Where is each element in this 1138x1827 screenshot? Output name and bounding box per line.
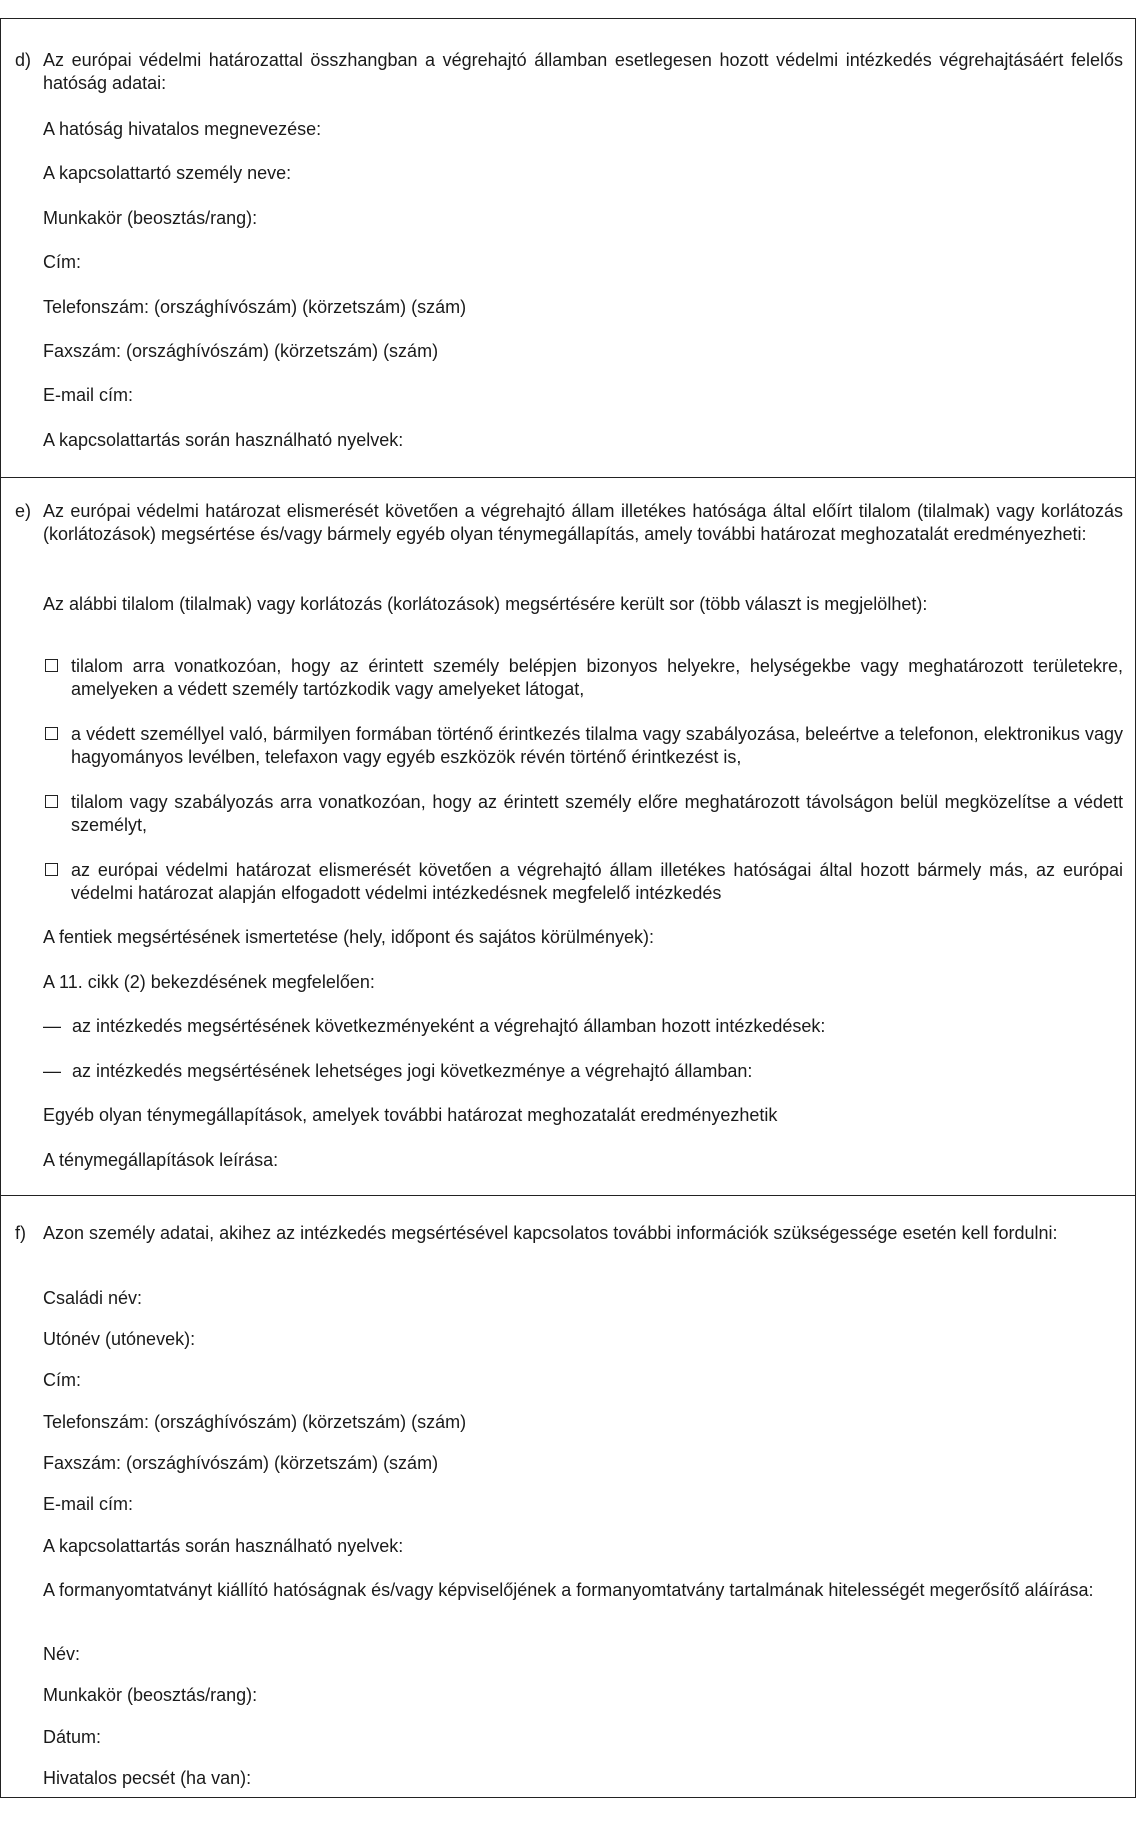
section-e-label: e) <box>15 501 32 521</box>
section-e <box>1 477 1135 1195</box>
option-1-label: tilalom arra vonatkozóan, hogy az érintett személy belépjen bizonyos helyekre, helységekbe vagy meghatározott területekre, amelyeken a védett személy tartózkodik vagy amelyeket látogat, <box>71 656 1123 699</box>
article-reference: A 11. cikk (2) bekezdésének megfelelően: <box>43 972 375 992</box>
option-3-checkbox[interactable] <box>45 795 58 808</box>
form-table <box>0 18 1136 1798</box>
contact-email-field: E-mail cím: <box>43 1494 133 1514</box>
section-e-heading: Az európai védelmi határozat elismerését követően a végrehajtó állam illetékes hatósága által előírt tilalom (tilalmak) vagy korlátozás (korlátozások) megsértése és/vagy bármely egyéb olyan ténymegállapítás, amely további határozat meghozatalát eredményezheti: <box>43 501 1123 544</box>
option-3-label: tilalom vagy szabályozás arra vonatkozóan, hogy az érintett személy előre meghatározott távolságon belül megközelítse a védett személyt, <box>71 792 1123 835</box>
email-field: E-mail cím: <box>43 385 133 405</box>
option-2-checkbox[interactable] <box>45 727 58 740</box>
option-4-label: az európai védelmi határozat elismerését követően a végrehajtó állam illetékes hatóságai által hozott bármely más, az európai védelmi határozat alapján elfogadott védelmi intézkedésnek megfelelő intézkedés <box>71 860 1123 903</box>
section-d-label: d) <box>15 50 32 70</box>
dash-1: — <box>43 1016 61 1036</box>
section-d-heading: Az európai védelmi határozattal összhangban a végrehajtó államban esetlegesen hozott védelmi intézkedés végrehajtásáért felelős hatóság adatai: <box>43 50 1123 93</box>
findings-description-field: A ténymegállapítások leírása: <box>43 1150 279 1170</box>
dash-2: — <box>43 1061 61 1081</box>
authority-name-field: A hatóság hivatalos megnevezése: <box>43 119 322 139</box>
option-4-checkbox[interactable] <box>45 863 58 876</box>
phone-field: Telefonszám: (országhívószám) (körzetszám) (szám) <box>43 297 467 317</box>
fax-field: Faxszám: (országhívószám) (körzetszám) (szám) <box>43 341 439 361</box>
option-2-label: a védett személlyel való, bármilyen formában történő érintkezés tilalma vagy szabályozása, beleértve a telefonon, elektronikus vagy hagyományos levélben, telefaxon vagy egyéb eszközök révén történő érintkezést is, <box>71 724 1123 767</box>
contact-address-field: Cím: <box>43 1370 81 1390</box>
other-findings-label: Egyéb olyan ténymegállapítások, amelyek további határozat meghozatalát eredményezhetik <box>43 1105 778 1125</box>
official-stamp-field: Hivatalos pecsét (ha van): <box>43 1768 252 1788</box>
given-names-field: Utónév (utónevek): <box>43 1329 196 1349</box>
contact-fax-field: Faxszám: (országhívószám) (körzetszám) (szám) <box>43 1453 439 1473</box>
contact-phone-field: Telefonszám: (országhívószám) (körzetszám) (szám) <box>43 1412 467 1432</box>
date-field: Dátum: <box>43 1727 102 1747</box>
signature-statement: A formanyomtatványt kiállító hatóságnak és/vagy képviselőjének a formanyomtatvány tartalmának hitelességét megerősítő aláírása: <box>43 1580 1094 1600</box>
contact-languages-field: A kapcsolattartás során használható nyelvek: <box>43 1536 404 1556</box>
signer-name-field: Név: <box>43 1644 81 1664</box>
section-f-heading: Azon személy adatai, akihez az intézkedés megsértésével kapcsolatos további információk szükségessége esetén kell fordulni: <box>43 1223 1058 1243</box>
option-1-checkbox[interactable] <box>45 659 58 672</box>
legal-consequences-field: az intézkedés megsértésének lehetséges jogi következménye a végrehajtó államban: <box>72 1061 753 1081</box>
measures-taken-field: az intézkedés megsértésének következményeként a végrehajtó államban hozott intézkedések: <box>72 1016 826 1036</box>
contact-person-field: A kapcsolattartó személy neve: <box>43 163 292 183</box>
position-field: Munkakör (beosztás/rang): <box>43 208 258 228</box>
violation-intro: Az alábbi tilalom (tilalmak) vagy korlátozás (korlátozások) megsértésére került sor (több választ is megjelölhet): <box>43 594 928 614</box>
section-f <box>1 1195 1135 1797</box>
section-f-label: f) <box>15 1223 26 1243</box>
family-name-field: Családi név: <box>43 1288 143 1308</box>
languages-field: A kapcsolattartás során használható nyelvek: <box>43 430 404 450</box>
section-d <box>1 19 1135 477</box>
address-field: Cím: <box>43 252 81 272</box>
violation-description-label: A fentiek megsértésének ismertetése (hely, időpont és sajátos körülmények): <box>43 927 654 947</box>
signer-position-field: Munkakör (beosztás/rang): <box>43 1685 258 1705</box>
